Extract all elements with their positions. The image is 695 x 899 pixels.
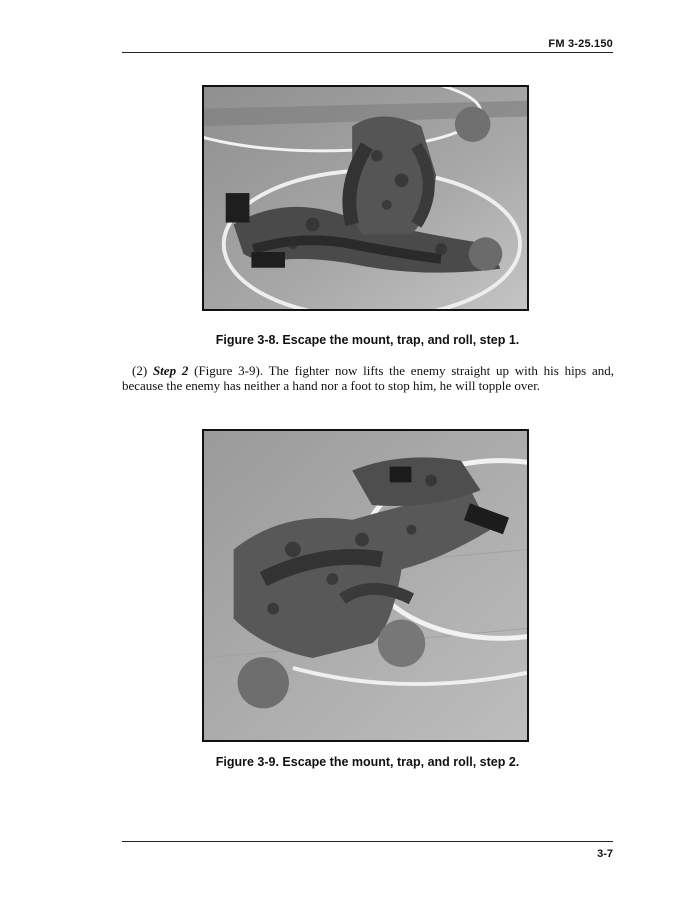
document-id: FM 3-25.150: [548, 38, 613, 50]
figure-3-8-photo: [202, 85, 529, 311]
mount-escape-step2-image: [204, 431, 527, 740]
figure-3-9-photo: [202, 429, 529, 742]
figure-3-9-caption: Figure 3-9. Escape the mount, trap, and roll, step 2.: [215, 755, 520, 769]
step-2-paragraph: [122, 363, 614, 393]
paragraph-text: (Figure 3-9). The fighter now lifts the enemy straight up with his hips and, because the enemy has neither a hand nor a foot to stop him, he will topple over.: [122, 363, 615, 393]
figure-3-8-caption: Figure 3-8. Escape the mount, trap, and roll, step 1.: [215, 333, 520, 347]
header-rule: [122, 52, 613, 53]
step-label: Step 2: [152, 363, 189, 378]
page-number: 3-7: [597, 848, 613, 860]
paragraph-number: (2): [132, 363, 148, 378]
mount-escape-step1-image: [204, 87, 527, 309]
footer-rule: [122, 841, 613, 842]
